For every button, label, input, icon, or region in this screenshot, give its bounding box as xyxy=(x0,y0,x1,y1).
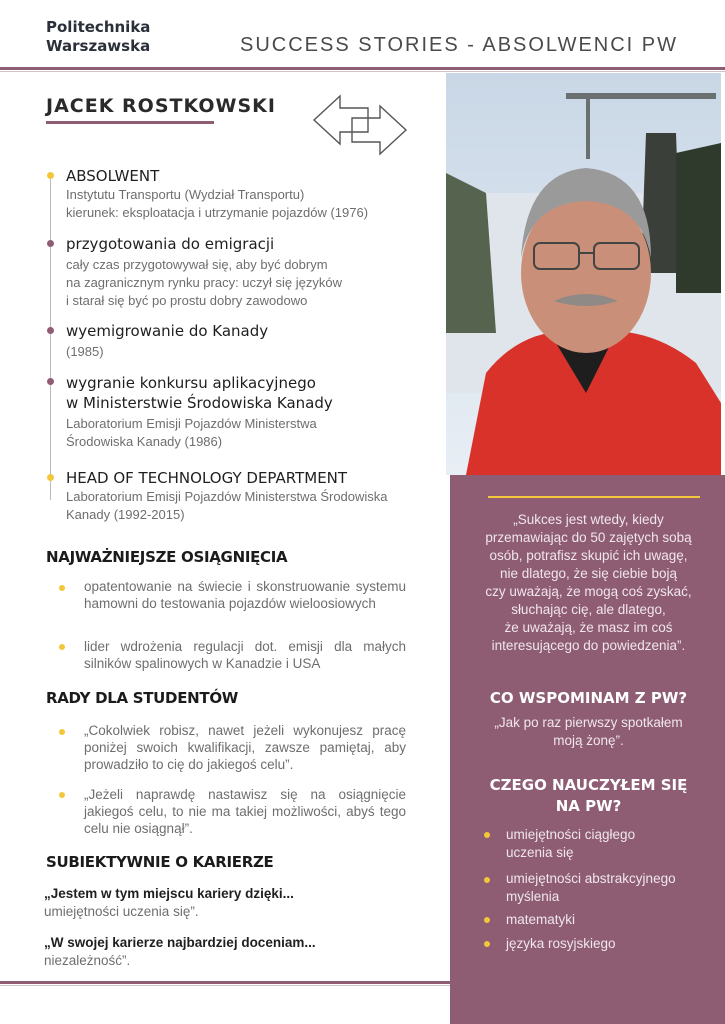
timeline-dot xyxy=(47,327,54,334)
timeline-body-line: Kanady (1992-2015) xyxy=(66,507,185,522)
timeline-body-4 xyxy=(66,415,317,451)
bullet-dot xyxy=(59,792,65,798)
bullet-dot xyxy=(484,941,490,947)
achievement-item: opatentowanie na świecie i skonstruowanie systemu hamowni do testowania pojazdów wieloosiowych xyxy=(84,579,406,611)
learned-heading-line: CZEGO NAUCZYŁEM SIĘ xyxy=(489,776,688,794)
bullet-dot xyxy=(484,917,490,923)
learned-item-line: umiejętności abstrakcyjnego xyxy=(506,871,676,886)
learned-item-line: uczenia się xyxy=(506,845,574,860)
timeline-dot xyxy=(47,378,54,385)
footer-divider xyxy=(0,981,450,984)
name-underline xyxy=(46,121,214,124)
learned-item xyxy=(506,870,706,906)
quote-line: przemawiając do 50 zajętych sobą xyxy=(485,530,692,545)
timeline-body-line: i starał się być po prostu dobry zawodowo xyxy=(66,293,308,308)
logo-line-2: Warszawska xyxy=(46,37,151,55)
timeline-body-line: na zagranicznym rynku pracy: uczył się języków xyxy=(66,275,342,290)
bullet-dot xyxy=(59,729,65,735)
footer-divider-thin xyxy=(0,985,450,986)
timeline-body-line: Instytutu Transportu (Wydział Transportu) xyxy=(66,187,305,202)
university-logo xyxy=(46,18,150,56)
header-divider xyxy=(0,67,725,70)
advice-item: „Cokolwiek robisz, nawet jeżeli wykonujesz pracę poniżej swoich kwalifikacji, zawsze pamiętaj, aby prowadziło to cię do jakiegoś celu”. xyxy=(84,723,406,772)
learned-item-line: umiejętności ciągłego xyxy=(506,827,636,842)
timeline-title-line: w Ministerstwie Środowiska Kanady xyxy=(66,394,333,412)
learned-heading xyxy=(466,775,711,817)
career-quote-1-lead: „Jestem w tym miejscu kariery dzięki... xyxy=(44,886,294,901)
learned-heading-line: NA PW? xyxy=(555,797,622,815)
achievement-item: lider wdrożenia regulacji dot. emisji dla małych silników spalinowych w Kanadzie i USA xyxy=(84,639,406,671)
quote-line: czy uważają, że mogą coś zyskać, xyxy=(485,584,692,599)
timeline-title-3: wyemigrowanie do Kanady xyxy=(66,322,269,340)
quote-line: interesującego do powiedzenia”. xyxy=(491,638,686,653)
advice-item: „Jeżeli naprawdę nastawisz się na osiągnięcie jakiegoś celu, to nie ma takiej możliwości, abyś tego celu nie osiągnął”. xyxy=(84,787,406,836)
timeline-body-line: kierunek: eksploatacja i utrzymanie pojazdów (1976) xyxy=(66,205,369,220)
timeline-body-line: Laboratorium Emisji Pojazdów Ministerstwa xyxy=(66,416,317,431)
learned-item-line: myślenia xyxy=(506,889,560,904)
remember-line: „Jak po raz pierwszy spotkałem xyxy=(494,715,683,730)
learned-item: języka rosyjskiego xyxy=(506,936,616,951)
bullet-dot xyxy=(59,644,65,650)
advice-heading: RADY DLA STUDENTÓW xyxy=(46,689,239,707)
remember-text xyxy=(466,714,711,750)
timeline-title-4 xyxy=(66,373,333,413)
remember-line: moją żonę”. xyxy=(553,733,624,748)
career-quote-1-text: umiejętności uczenia się”. xyxy=(44,904,199,919)
timeline-title-2: przygotowania do emigracji xyxy=(66,235,275,253)
timeline-body-5 xyxy=(66,488,388,524)
timeline-title-5: HEAD OF TECHNOLOGY DEPARTMENT xyxy=(66,469,348,487)
timeline-body-line: Laboratorium Emisji Pojazdów Ministerstwa Środowiska xyxy=(66,489,388,504)
sidebar-accent-line xyxy=(488,496,700,498)
quote-line: słuchając cię, ale dlatego, xyxy=(511,602,666,617)
timeline-dot xyxy=(47,474,54,481)
timeline-body-2 xyxy=(66,256,342,310)
bullet-dot xyxy=(484,877,490,883)
achievements-heading: NAJWAŻNIEJSZE OSIĄGNIĘCIA xyxy=(46,548,288,566)
bullet-dot xyxy=(484,832,490,838)
page-header-title: SUCCESS STORIES - ABSOLWENCI PW xyxy=(240,34,678,56)
learned-item xyxy=(506,826,706,862)
portrait-photo xyxy=(446,73,721,475)
bullet-dot xyxy=(59,585,65,591)
timeline-dot xyxy=(47,172,54,179)
quote-line: osób, potrafisz skupić ich uwagę, xyxy=(489,548,688,563)
timeline-dot xyxy=(47,240,54,247)
timeline-title-line: wygranie konkursu aplikacyjnego xyxy=(66,374,316,392)
quote-line: „Sukces jest wtedy, kiedy xyxy=(513,512,664,527)
sidebar-quote xyxy=(466,511,711,655)
timeline-body-3 xyxy=(66,343,104,361)
exchange-arrows-icon xyxy=(310,92,410,158)
career-heading: SUBIEKTYWNIE O KARIERZE xyxy=(46,853,274,871)
header-divider-thin xyxy=(0,71,725,72)
timeline-title-1: ABSOLWENT xyxy=(66,167,160,185)
quote-line: że uważają, że masz im coś xyxy=(504,620,673,635)
quote-line: nie dlatego, że się ciebie boją xyxy=(499,566,678,581)
timeline-body-line: cały czas przygotowywał się, aby być dobrym xyxy=(66,257,328,272)
timeline-body-line: Środowiska Kanady (1986) xyxy=(66,434,223,449)
timeline-body-line: (1985) xyxy=(66,344,104,359)
timeline-line xyxy=(50,178,51,500)
remember-heading: CO WSPOMINAM Z PW? xyxy=(489,689,688,707)
person-name: JACEK ROSTKOWSKI xyxy=(46,95,276,117)
learned-item: matematyki xyxy=(506,912,576,927)
timeline-body-1 xyxy=(66,186,368,222)
career-quote-2-lead: „W swojej karierze najbardziej doceniam... xyxy=(44,935,316,950)
career-quote-2-text: niezależność”. xyxy=(44,953,131,968)
logo-line-1: Politechnika xyxy=(46,18,151,36)
